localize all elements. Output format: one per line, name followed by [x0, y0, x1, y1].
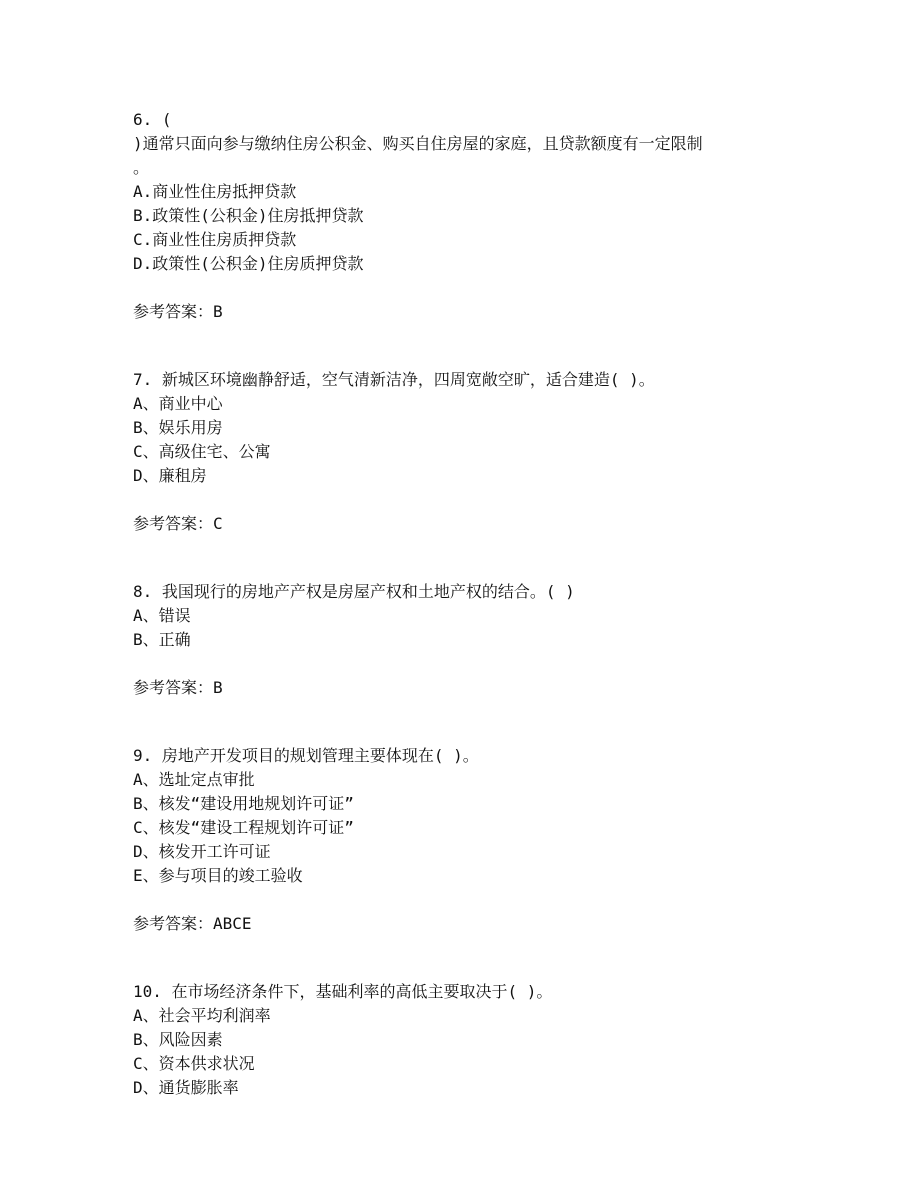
- reference-answer: 参考答案：B: [133, 678, 223, 697]
- question-stem-line: 7. 新城区环境幽静舒适，空气清新洁净，四周宽敞空旷，适合建造( )。: [133, 370, 655, 389]
- option-d: D、核发开工许可证: [133, 842, 271, 861]
- option-b: B、娱乐用房: [133, 418, 223, 437]
- option-a: A.商业性住房抵押贷款: [133, 182, 297, 201]
- option-d: D、通货膨胀率: [133, 1078, 239, 1097]
- question-9: [133, 744, 793, 936]
- question-stem-line: 9. 房地产开发项目的规划管理主要体现在( )。: [133, 746, 479, 765]
- question-stem-line: 6. (: [133, 110, 172, 129]
- option-d: D.政策性(公积金)住房质押贷款: [133, 254, 364, 273]
- question-stem-line: 8. 我国现行的房地产产权是房屋产权和土地产权的结合。( ): [133, 582, 575, 601]
- reference-answer: 参考答案：B: [133, 302, 223, 321]
- question-stem-line: )通常只面向参与缴纳住房公积金、购买自住房屋的家庭，且贷款额度有一定限制: [133, 134, 703, 153]
- option-a: A、选址定点审批: [133, 770, 255, 789]
- reference-answer: 参考答案：C: [133, 514, 223, 533]
- option-c: C、核发“建设工程规划许可证”: [133, 818, 354, 837]
- question-8: [133, 580, 793, 700]
- option-c: C.商业性住房质押贷款: [133, 230, 297, 249]
- option-b: B、正确: [133, 630, 191, 649]
- question-stem-line: 10. 在市场经济条件下，基础利率的高低主要取决于( )。: [133, 982, 553, 1001]
- reference-answer: 参考答案：ABCE: [133, 914, 252, 933]
- option-c: C、高级住宅、公寓: [133, 442, 271, 461]
- option-a: A、社会平均利润率: [133, 1006, 271, 1025]
- question-stem-line: 。: [133, 158, 150, 177]
- option-b: B、风险因素: [133, 1030, 223, 1049]
- option-a: A、错误: [133, 606, 191, 625]
- document-page: [133, 100, 793, 1100]
- option-b: B.政策性(公积金)住房抵押贷款: [133, 206, 364, 225]
- option-d: D、廉租房: [133, 466, 207, 485]
- option-c: C、资本供求状况: [133, 1054, 255, 1073]
- option-e: E、参与项目的竣工验收: [133, 866, 303, 885]
- option-a: A、商业中心: [133, 394, 223, 413]
- question-10: [133, 980, 793, 1100]
- question-6: [133, 108, 793, 324]
- option-b: B、核发“建设用地规划许可证”: [133, 794, 354, 813]
- question-7: [133, 368, 793, 536]
